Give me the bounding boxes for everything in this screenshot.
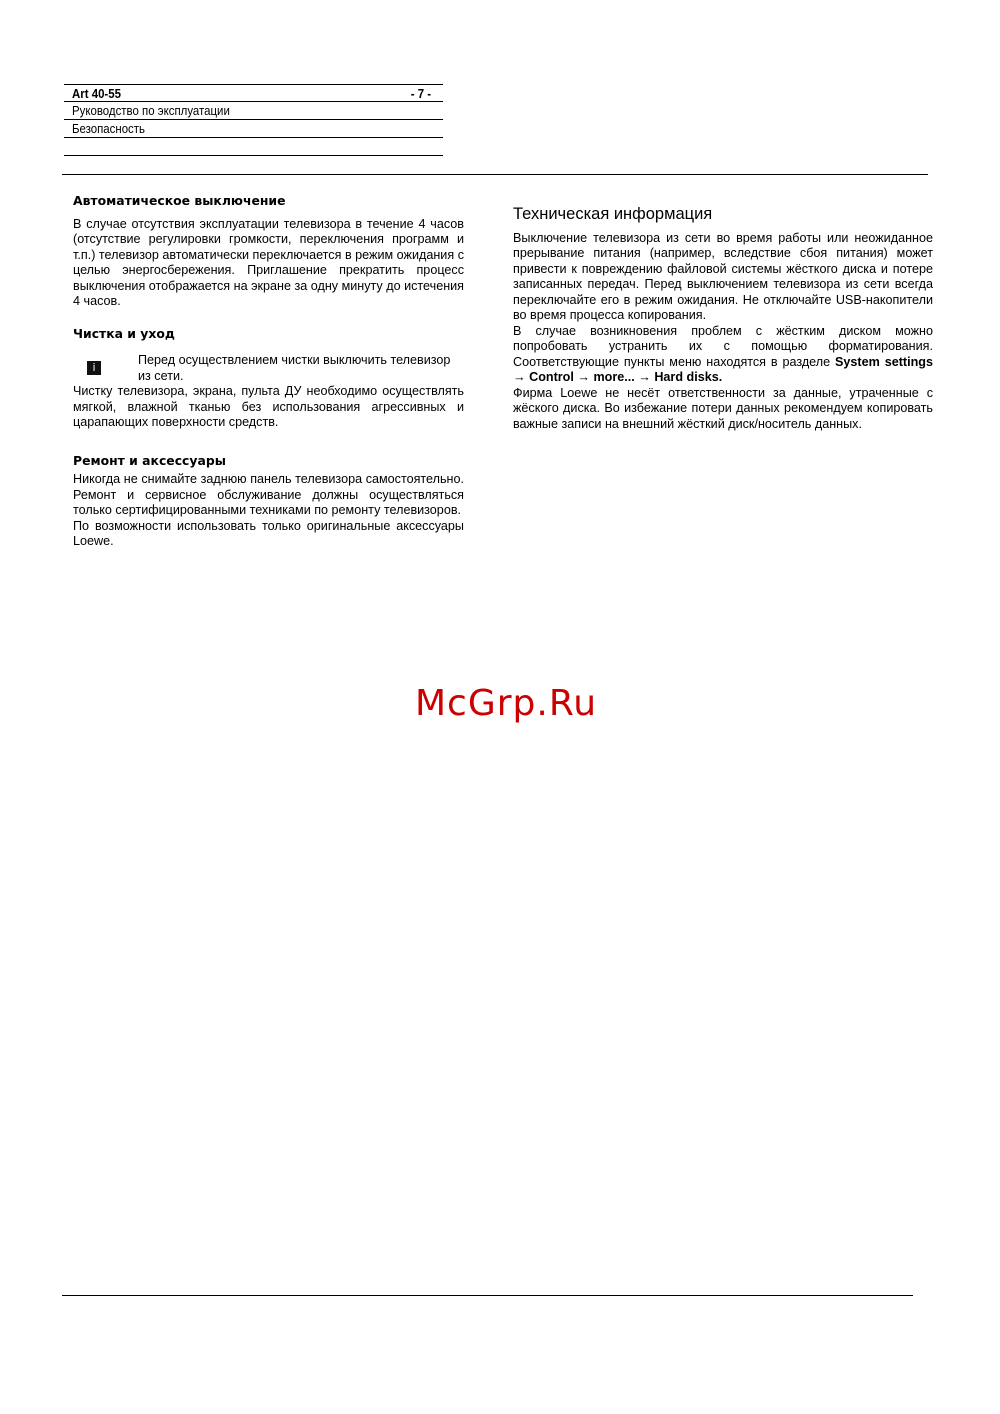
repair-text-2: По возможности использовать только оригинальные аксессуары Loewe. [73, 518, 464, 548]
watermark: McGrp.Ru [414, 683, 598, 724]
tech-info-p1: Выключение телевизора из сети во время работы или неожиданное прерывание питания (например, вследствие сбоя питания) может привести к повреждению файловой системы жёсткого диска и потере записанных передач. Перед выключением телевизора из сети всегда переключайте его в режим ожидания. Не отключайте USB-накопители во время процесса копирования. [513, 230, 933, 322]
header-row-model [64, 84, 443, 102]
tech-info-title: Техническая информация [513, 205, 713, 223]
auto-off-heading: Автоматическое выключение [73, 193, 286, 208]
section-title: Безопасность [72, 121, 145, 136]
menu-path: System settings → Control → more... → Hard disks. [513, 354, 933, 384]
tech-info-p2-text: В случае возникновения проблем с жёстким диском можно попробовать устранить их с помощью форматирования. Соответствующие пункты меню находятся в разделе [513, 323, 933, 369]
top-divider [62, 174, 928, 175]
tech-info-p2 [513, 324, 933, 386]
cleaning-heading: Чистка и уход [73, 325, 175, 341]
auto-off-text: В случае отсутствия эксплуатации телевизора в течение 4 часов (отсутствие регулировки громкости, переключения программ и т.п.) телевизор автоматически переключается в режим ожидания с целью энергосбережения. Приглашение прекратить процесс выключения отображается на экране за одну минуту до истечения 4 часов. [73, 216, 465, 308]
cleaning-text: Чистку телевизора, экрана, пульта ДУ необходимо осуществлять мягкой, влажной тканью без использования агрессивных и царапающих поверхности средств. [73, 384, 464, 429]
right-column [513, 207, 933, 432]
cleaning-note [73, 353, 464, 384]
header-table [64, 84, 443, 156]
tech-info-p3: Фирма Loewe не несёт ответственности за данные, утраченные с жёского диска. Во избежание потери данных рекомендуем копировать важные записи на внешний жёсткий диск/носитель данных. [513, 385, 933, 431]
bottom-divider [62, 1295, 913, 1296]
model-name: Art 40-55 [72, 86, 121, 101]
info-icon: i [87, 361, 101, 375]
page-number: - 7 - [410, 86, 431, 101]
cleaning-note-text: Перед осуществлением чистки выключить телевизор из сети. [138, 353, 451, 383]
header-row-manual [64, 102, 443, 120]
manual-title: Руководство по эксплуатации [72, 103, 230, 118]
repair-text-1: Никогда не снимайте заднюю панель телевизора самостоятельно. Ремонт и сервисное обслуживание должны осуществляться только сертифицированными техниками по ремонту телевизоров. [73, 472, 464, 517]
left-column [73, 193, 464, 550]
header-row-empty [64, 138, 443, 156]
repair-heading: Ремонт и аксессуары [73, 452, 226, 468]
header-row-section [64, 120, 443, 138]
